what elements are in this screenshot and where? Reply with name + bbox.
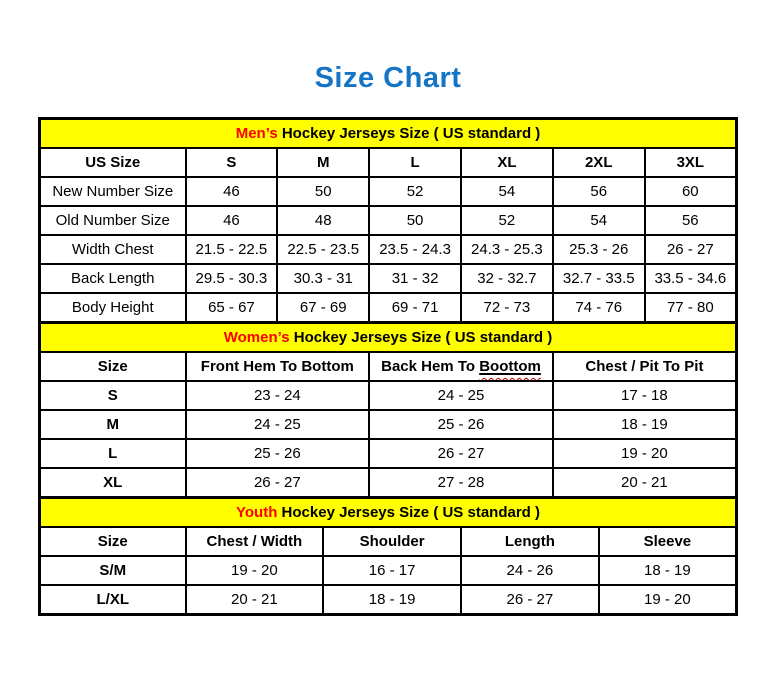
- table-row: [40, 206, 737, 235]
- size-value-cell: 48: [277, 206, 369, 235]
- size-value-cell: 60: [645, 177, 737, 206]
- size-value-cell: 54: [461, 177, 553, 206]
- row-label-body-height: Body Height: [40, 293, 186, 323]
- row-label-old-number-size: Old Number Size: [40, 206, 186, 235]
- size-value-cell: 19 - 20: [553, 439, 737, 468]
- size-value-cell: 19 - 20: [186, 556, 324, 585]
- size-tables-container: [38, 117, 738, 616]
- size-value-cell: 31 - 32: [369, 264, 461, 293]
- column-header-shoulder: Shoulder: [323, 527, 461, 556]
- size-value-cell: 19 - 20: [599, 585, 737, 615]
- size-value-cell: 26 - 27: [461, 585, 599, 615]
- table-row: [40, 585, 737, 615]
- size-value-cell: 32 - 32.7: [461, 264, 553, 293]
- size-value-cell: 72 - 73: [461, 293, 553, 323]
- size-value-cell: 20 - 21: [553, 468, 737, 498]
- table-row: [40, 235, 737, 264]
- size-value-cell: 46: [186, 177, 278, 206]
- column-header-chest-width: Chest / Width: [186, 527, 324, 556]
- size-value-cell: 26 - 27: [186, 468, 370, 498]
- row-label-lxl: L/XL: [40, 585, 186, 615]
- size-value-cell: 74 - 76: [553, 293, 645, 323]
- youth-column-header-row: [40, 527, 737, 556]
- size-value-cell: 50: [277, 177, 369, 206]
- size-value-cell: 23 - 24: [186, 381, 370, 410]
- youth-table-header: [40, 498, 737, 528]
- size-value-cell: 33.5 - 34.6: [645, 264, 737, 293]
- size-value-cell: 25 - 26: [369, 410, 553, 439]
- mens-size-table: [38, 117, 738, 324]
- size-value-cell: 24 - 26: [461, 556, 599, 585]
- column-header-sleeve: Sleeve: [599, 527, 737, 556]
- row-label-xl: XL: [40, 468, 186, 498]
- size-value-cell: 56: [553, 177, 645, 206]
- size-value-cell: 17 - 18: [553, 381, 737, 410]
- table-row: [40, 293, 737, 323]
- mens-header-rest: Hockey Jerseys Size ( US standard ): [277, 125, 541, 142]
- size-value-cell: 30.3 - 31: [277, 264, 369, 293]
- size-value-cell: 18 - 19: [553, 410, 737, 439]
- row-label-s: S: [40, 381, 186, 410]
- table-row: [40, 556, 737, 585]
- column-header-2xl: 2XL: [553, 148, 645, 177]
- column-header-m: M: [277, 148, 369, 177]
- mens-header-accent: Men’s: [235, 125, 278, 142]
- column-header-s: S: [186, 148, 278, 177]
- womens-column-header-row: [40, 352, 737, 381]
- womens-header-accent: Women’s: [223, 329, 290, 346]
- youth-header-accent: Youth: [236, 504, 278, 521]
- column-header-size: Size: [40, 527, 186, 556]
- size-value-cell: 50: [369, 206, 461, 235]
- mens-column-header-row: [40, 148, 737, 177]
- size-value-cell: 26 - 27: [369, 439, 553, 468]
- column-header-xl: XL: [461, 148, 553, 177]
- size-value-cell: 18 - 19: [599, 556, 737, 585]
- size-value-cell: 46: [186, 206, 278, 235]
- size-value-cell: 29.5 - 30.3: [186, 264, 278, 293]
- table-row: [40, 439, 737, 468]
- youth-header-rest: Hockey Jerseys Size ( US standard ): [277, 504, 540, 521]
- column-header-back-hem: [369, 352, 553, 381]
- size-value-cell: 56: [645, 206, 737, 235]
- row-label-new-number-size: New Number Size: [40, 177, 186, 206]
- spellcheck-squiggle: [479, 358, 541, 375]
- table-row: [40, 177, 737, 206]
- size-value-cell: 24 - 25: [369, 381, 553, 410]
- column-header-3xl: 3XL: [645, 148, 737, 177]
- back-hem-misspelled-word: Boottom: [479, 358, 541, 375]
- size-value-cell: 22.5 - 23.5: [277, 235, 369, 264]
- mens-table-header: [40, 119, 737, 149]
- page-title: Size Chart: [314, 62, 462, 94]
- size-value-cell: 26 - 27: [645, 235, 737, 264]
- size-value-cell: 69 - 71: [369, 293, 461, 323]
- size-value-cell: 77 - 80: [645, 293, 737, 323]
- mens-band-row: [40, 119, 737, 149]
- row-label-back-length: Back Length: [40, 264, 186, 293]
- size-value-cell: 27 - 28: [369, 468, 553, 498]
- row-label-width-chest: Width Chest: [40, 235, 186, 264]
- back-hem-prefix: Back Hem To: [381, 358, 480, 375]
- size-value-cell: 24.3 - 25.3: [461, 235, 553, 264]
- youth-size-table: [38, 496, 738, 616]
- size-value-cell: 65 - 67: [186, 293, 278, 323]
- column-header-chest-pit: Chest / Pit To Pit: [553, 352, 737, 381]
- table-row: [40, 381, 737, 410]
- size-value-cell: 54: [553, 206, 645, 235]
- size-value-cell: 20 - 21: [186, 585, 324, 615]
- size-value-cell: 32.7 - 33.5: [553, 264, 645, 293]
- size-value-cell: 25 - 26: [186, 439, 370, 468]
- column-header-size: Size: [40, 352, 186, 381]
- row-label-sm: S/M: [40, 556, 186, 585]
- womens-header-rest: Hockey Jerseys Size ( US standard ): [289, 329, 553, 346]
- womens-band-row: [40, 323, 737, 353]
- size-value-cell: 16 - 17: [323, 556, 461, 585]
- womens-table-header: [40, 323, 737, 353]
- row-label-m: M: [40, 410, 186, 439]
- size-value-cell: 21.5 - 22.5: [186, 235, 278, 264]
- size-value-cell: 24 - 25: [186, 410, 370, 439]
- womens-size-table: [38, 321, 738, 499]
- table-row: [40, 468, 737, 498]
- size-value-cell: 67 - 69: [277, 293, 369, 323]
- table-row: [40, 264, 737, 293]
- size-value-cell: 18 - 19: [323, 585, 461, 615]
- youth-band-row: [40, 498, 737, 528]
- column-header-front-hem: Front Hem To Bottom: [186, 352, 370, 381]
- size-value-cell: 52: [461, 206, 553, 235]
- column-header-l: L: [369, 148, 461, 177]
- size-value-cell: 25.3 - 26: [553, 235, 645, 264]
- size-value-cell: 23.5 - 24.3: [369, 235, 461, 264]
- row-label-l: L: [40, 439, 186, 468]
- column-header-us-size: US Size: [40, 148, 186, 177]
- table-row: [40, 410, 737, 439]
- column-header-length: Length: [461, 527, 599, 556]
- size-value-cell: 52: [369, 177, 461, 206]
